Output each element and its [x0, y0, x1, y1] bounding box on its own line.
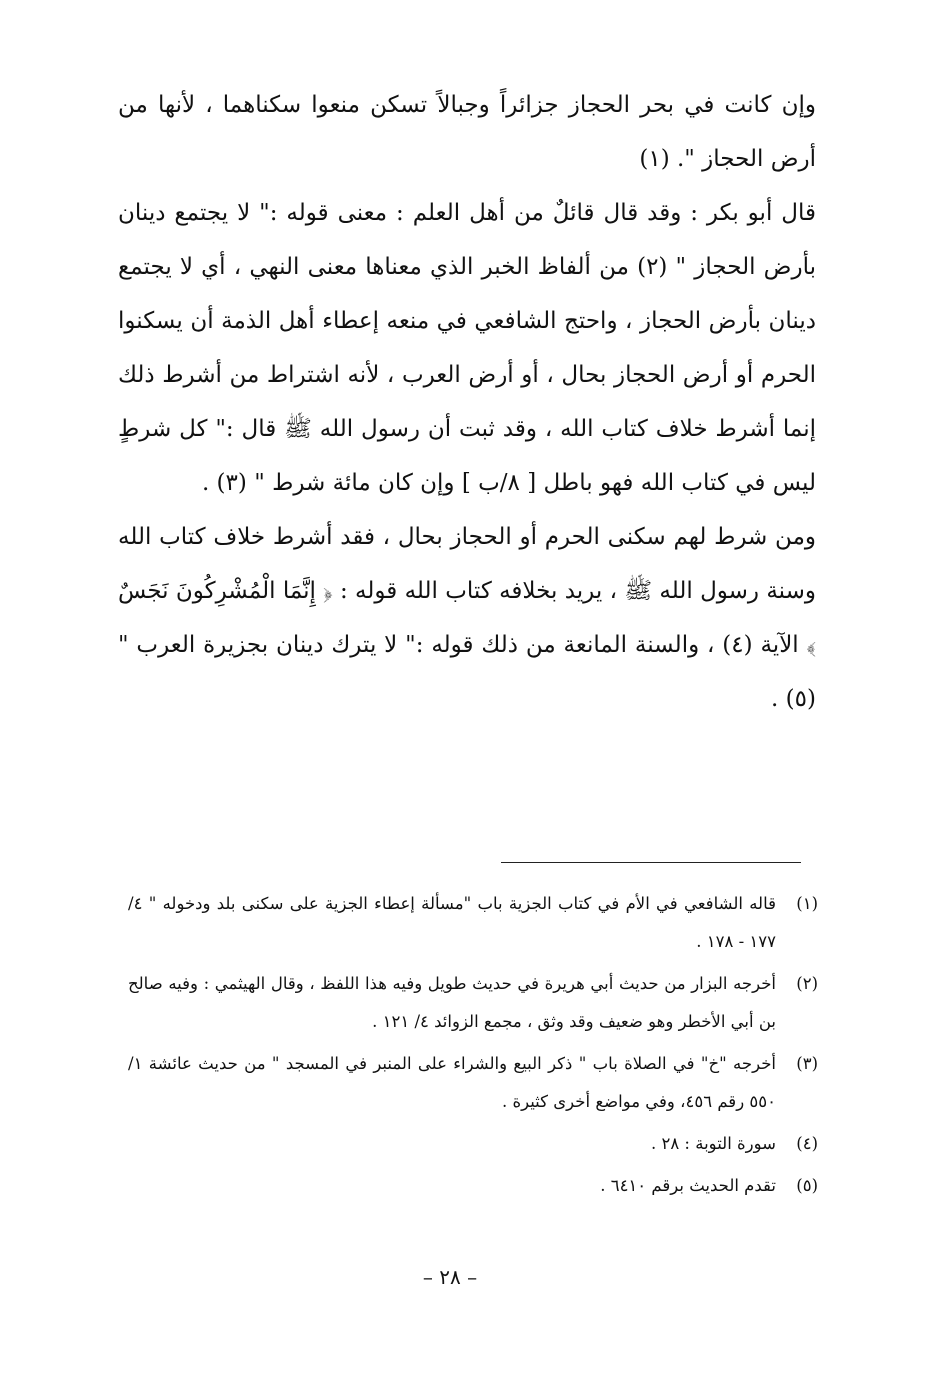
footnote-3: [128, 1045, 818, 1121]
footnote-text: أخرجه "خ" في الصلاة باب " ذكر البيع والشراء على المنبر في المسجد " من حديث عائشة ١/ ٥٥٠ رقم ٤٥٦، وفي مواضع أخرى كثيرة .: [128, 1054, 776, 1111]
footnote-divider: [501, 862, 801, 863]
footnote-5: [128, 1167, 818, 1205]
footnote-text: سورة التوبة : ٢٨ .: [650, 1134, 776, 1153]
footnote-2: [128, 965, 818, 1041]
footnote-text: تقدم الحديث برقم ٦٤١٠ .: [600, 1176, 776, 1195]
footnote-number: (٤): [796, 1134, 818, 1153]
footnote-number: (٢): [796, 974, 818, 993]
footnote-number: (٥): [796, 1176, 818, 1195]
footnote-number: (٣): [796, 1054, 818, 1073]
footnote-number: (١): [796, 894, 818, 913]
page-number: – ٢٨ –: [422, 1265, 478, 1289]
main-text-body: [118, 78, 816, 726]
footnotes-section: [128, 885, 818, 1209]
footnote-text: قاله الشافعي في الأم في كتاب الجزية باب "مسألة إعطاء الجزية على سكنى بلد ودخوله " ٤/ ١٧٧ - ١٧٨ .: [128, 894, 776, 951]
paragraph-3: ومن شرط لهم سكنى الحرم أو الحجاز بحال ، فقد أشرط خلاف كتاب الله وسنة رسول الله ﷺ ، يريد بخلافه كتاب الله قوله : ﴿ إِنَّمَا الْمُشْرِكُونَ نَجَسٌ ﴾ الآية (٤) ، والسنة المانعة من ذلك قوله :" لا يترك دينان بجزيرة العرب " (٥) .: [118, 524, 816, 712]
footnote-1: [128, 885, 818, 961]
footnote-text: أخرجه البزار من حديث أبي هريرة في حديث طويل وفيه هذا اللفظ ، وقال الهيثمي : وفيه صالح بن أبي الأخطر وهو ضعيف وقد وثق ، مجمع الزوائد ٤/ ١٢١ .: [128, 974, 776, 1031]
paragraph-1: وإن كانت في بحر الحجاز جزائراً وجبالاً تسكن منعوا سكناهما ، لأنها من أرض الحجاز ". (١): [118, 92, 816, 172]
paragraph-2: قال أبو بكر : وقد قال قائلٌ من أهل العلم : معنى قوله :" لا يجتمع دينان بأرض الحجاز " (٢) من ألفاظ الخبر الذي معناها معنى النهي ، أي لا يجتمع دينان بأرض الحجاز ، واحتج الشافعي في منعه إعطاء أهل الذمة أن يسكنوا الحرم أو أرض الحجاز بحال ، أو أرض العرب ، لأنه اشتراط من أشرط ذلك إنما أشرط خلاف كتاب الله ، وقد ثبت أن رسول الله ﷺ قال :" كل شرطٍ ليس في كتاب الله فهو باطل [ ٨/ب ] وإن كان مائة شرط " (٣) .: [118, 200, 816, 496]
footnote-4: [128, 1125, 818, 1163]
